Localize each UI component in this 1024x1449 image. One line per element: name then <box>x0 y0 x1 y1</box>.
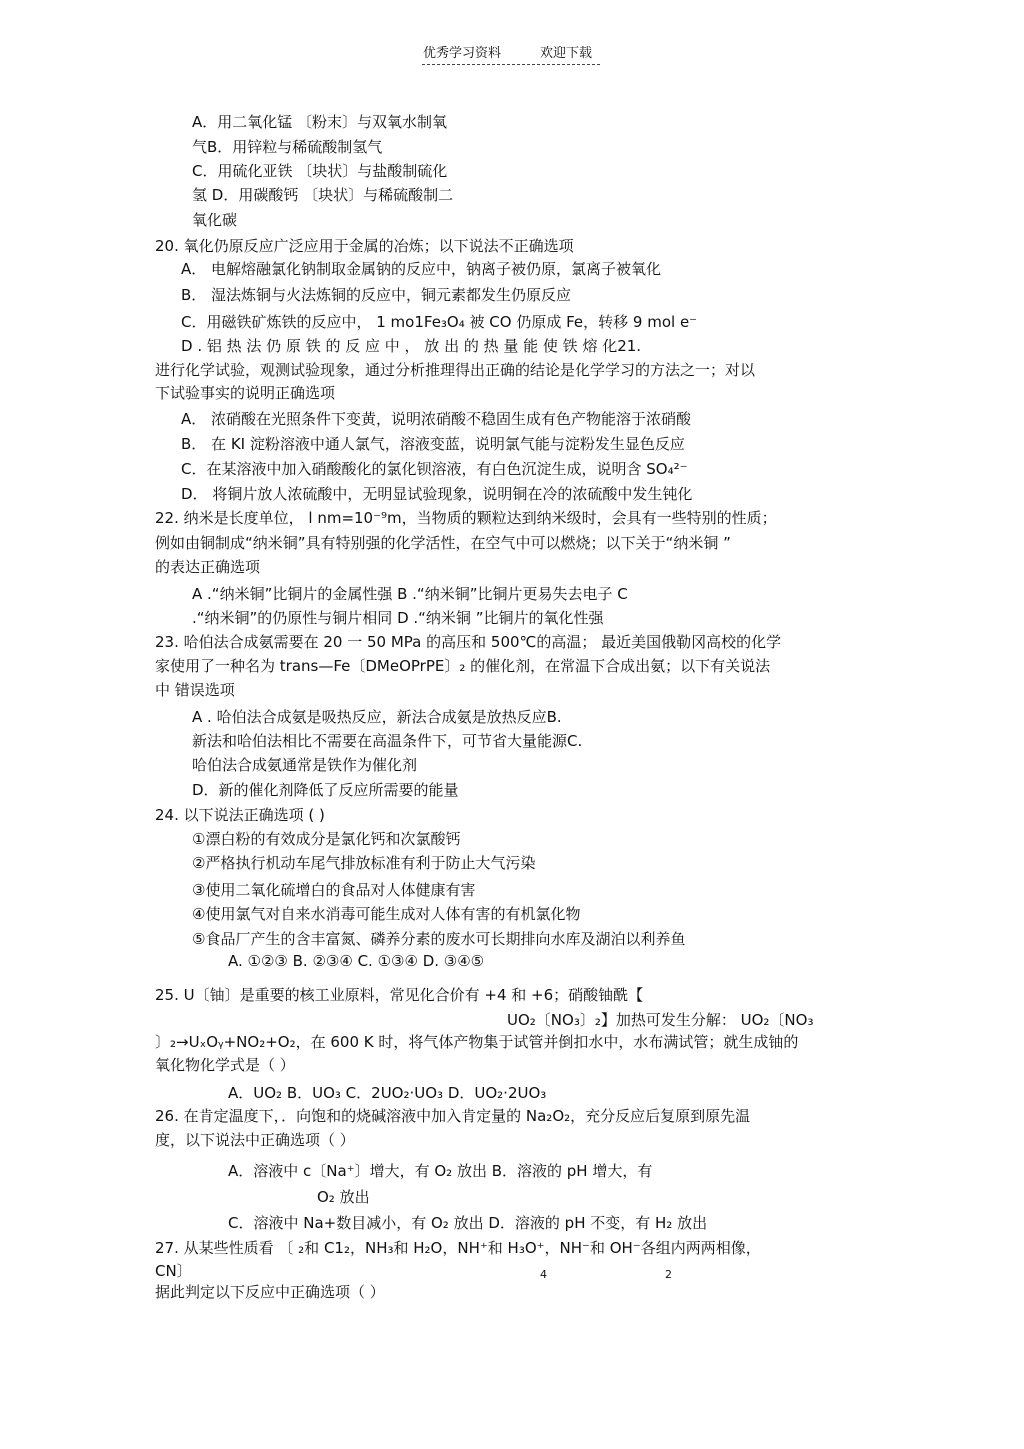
text-line: .“纳米铜”的仍原性与铜片相同 D .“纳米铜 ”比铜片的氧化性强 <box>192 609 604 627</box>
text-line: A． 浓硝酸在光照条件下变黄，说明浓硝酸不稳固生成有色产物能溶于浓硝酸 <box>181 410 692 428</box>
header-right: 欢迎下载 <box>540 46 593 61</box>
header-divider <box>422 64 600 65</box>
text-line: A．用二氧化锰 〔粉末〕与双氧水制氧 <box>192 113 448 131</box>
text-line: 〕₂→UₓOᵧ+NO₂+O₂，在 600 K 时，将气体产物集于试管并倒扣水中，水布满试管；就生成铀的 <box>155 1033 799 1051</box>
text-line: 氧化碳 <box>192 211 238 229</box>
header-left: 优秀学习资料 <box>423 46 502 61</box>
question-23: 23. 哈伯法合成氨需要在 20 一 50 MPa 的高压和 500℃的高温； 最近美国俄勒冈高校的化学 <box>155 633 782 651</box>
text-line: CN〕 <box>155 1262 192 1280</box>
subscript-note: 2 <box>665 1268 672 1281</box>
question-26: 26. 在肯定温度下，．向饱和的烧碱溶液中加入肯定量的 Na₂O₂，充分反应后复原到原先温 <box>155 1107 751 1125</box>
text-line: A .“纳米铜”比铜片的金属性强 B .“纳米铜”比铜片更易失去电子 C <box>192 585 628 603</box>
text-line: 度，以下说法中正确选项（ ） <box>155 1131 355 1149</box>
text-line: A．UO₂ B．UO₃ C．2UO₂·UO₃ D．UO₂·2UO₃ <box>228 1084 547 1102</box>
text-line: C．用硫化亚铁 〔块状〕与盐酸制硫化 <box>192 162 448 180</box>
text-line: 中 错误选项 <box>155 681 235 699</box>
question-20: 20. 氧化仍原反应广泛应用于金属的冶炼；以下说法不正确选项 <box>155 237 574 255</box>
text-line: UO₂〔NO₃〕₂】加热可发生分解： UO₂〔NO₃ <box>507 1011 814 1029</box>
text-line: ②严格执行机动车尾气排放标准有利于防止大气污染 <box>192 854 536 872</box>
text-line: D．新的催化剂降低了反应所需要的能量 <box>192 781 459 799</box>
text-line: 家使用了一种名为 trans—Fe〔DMeOPrPE〕₂ 的催化剂，在常温下合成出氨；以下有关说法 <box>155 657 771 675</box>
text-line: 新法和哈伯法相比不需要在高温条件下，可节省大量能源C. <box>192 732 583 750</box>
text-line: ③使用二氧化硫增白的食品对人体健康有害 <box>192 881 476 899</box>
text-line: 据此判定以下反应中正确选项（ ） <box>155 1283 385 1301</box>
text-line: A . 哈伯法合成氨是吸热反应，新法合成氨是放热反应B. <box>192 708 562 726</box>
text-line: A．溶液中 c〔Na⁺〕增大，有 O₂ 放出 B．溶液的 pH 增大，有 <box>228 1162 653 1180</box>
text-line: 哈伯法合成氨通常是铁作为催化剂 <box>192 756 418 774</box>
question-22: 22. 纳米是长度单位， l nm=10⁻⁹m，当物质的颗粒达到纳米级时，会具有一些特别的性质； <box>155 509 777 527</box>
text-line: 氢 D．用碳酸钙 〔块状〕与稀硫酸制二 <box>192 186 454 204</box>
text-line: 氧化物化学式是（ ） <box>155 1056 295 1074</box>
question-24: 24. 以下说法正确选项 ( ) <box>155 806 325 824</box>
text-line: B． 湿法炼铜与火法炼铜的反应中，铜元素都发生仍原反应 <box>181 286 572 304</box>
text-line: D . 铝 热 法 仍 原 铁 的 反 应 中 ， 放 出 的 热 量 能 使 铁 熔 化21. <box>181 337 642 355</box>
text-line: 例如由铜制成“纳米铜”具有特别强的化学活性，在空气中可以燃烧；以下关于“纳米铜 ” <box>155 534 731 552</box>
text-line: B． 在 KI 淀粉溶液中通人氯气，溶液变蓝，说明氯气能与淀粉发生显色反应 <box>181 435 685 453</box>
text-line: A. ①②③ B. ②③④ C. ①③④ D. ③④⑤ <box>228 952 485 970</box>
text-line: 下试验事实的说明正确选项 <box>155 384 336 402</box>
text-line: 的表达正确选项 <box>155 558 261 576</box>
text-line: ④使用氯气对自来水消毒可能生成对人体有害的有机氯化物 <box>192 905 581 923</box>
question-25: 25. U〔铀〕是重要的核工业原料，常见化合价有 +4 和 +6；硝酸铀酰【 <box>155 986 644 1004</box>
subscript-note: 4 <box>540 1268 547 1281</box>
text-line: D． 将铜片放人浓硫酸中，无明显试验现象，说明铜在冷的浓硫酸中发生钝化 <box>181 485 693 503</box>
text-line: ⑤食品厂产生的含丰富氮、磷养分素的废水可长期排向水库及湖泊以利养鱼 <box>192 930 686 948</box>
text-line: C．在某溶液中加入硝酸酸化的氯化钡溶液，有白色沉淀生成，说明含 SO₄²⁻ <box>181 460 688 478</box>
text-line: C．用磁铁矿炼铁的反应中， 1 mo1Fe₃O₄ 被 CO 仍原成 Fe，转移 9 mol e⁻ <box>181 313 698 331</box>
text-line: O₂ 放出 <box>317 1188 370 1206</box>
question-21: 进行化学试验，观测试验现象，通过分析推理得出正确的结论是化学学习的方法之一；对以 <box>155 361 756 379</box>
text-line: C．溶液中 Na+数目减小，有 O₂ 放出 D．溶液的 pH 不变，有 H₂ 放出 <box>228 1214 708 1232</box>
text-line: 气B．用锌粒与稀硫酸制氢气 <box>192 138 383 156</box>
text-line: A． 电解熔融氯化钠制取金属钠的反应中，钠离子被仍原，氯离子被氧化 <box>181 260 662 278</box>
text-line: ①漂白粉的有效成分是氯化钙和次氯酸钙 <box>192 830 461 848</box>
question-27: 27. 从某些性质看 〔 ₂和 C1₂，NH₃和 H₂O，NH⁺和 H₃O⁺，NH⁻和 OH⁻各组内两两相像， <box>155 1239 761 1257</box>
